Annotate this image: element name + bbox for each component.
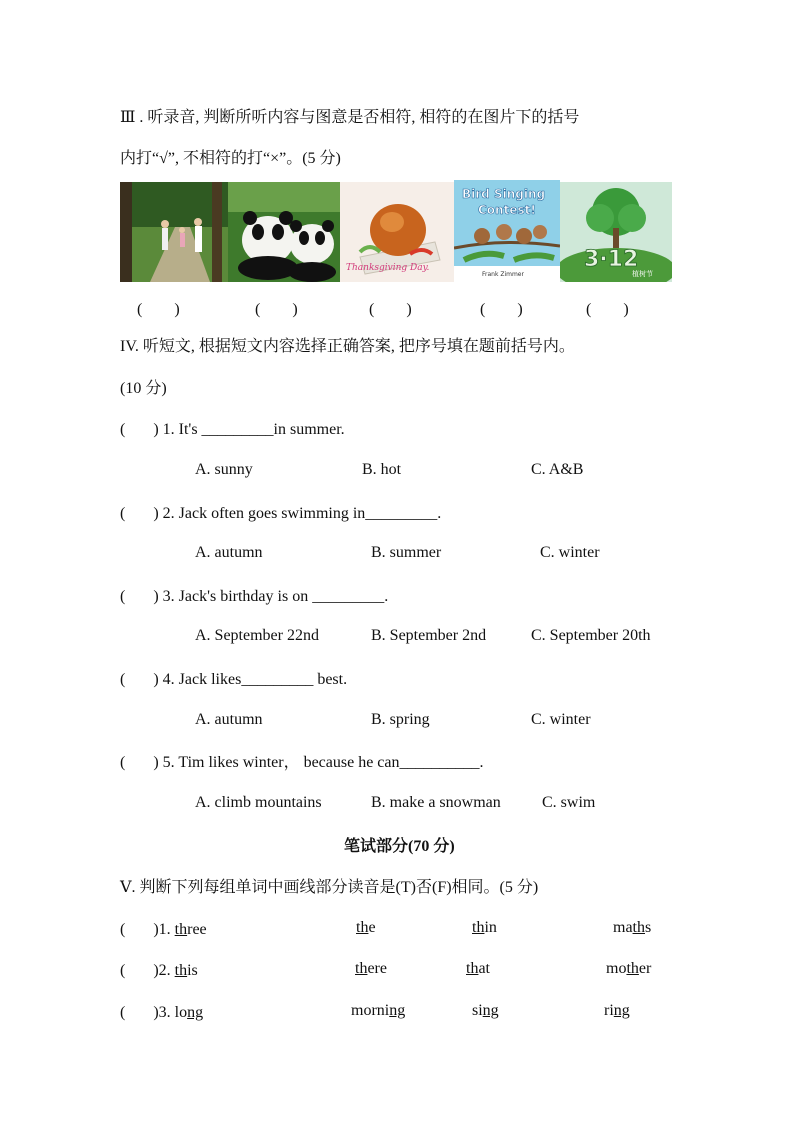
row1-word-3: thin xyxy=(472,919,497,936)
q2-option-c: C. winter xyxy=(540,544,600,561)
q4-option-b: B. spring xyxy=(371,711,430,728)
svg-text:Bird Singing: Bird Singing xyxy=(462,187,546,201)
turkey-caption: Thanksgiving Day. xyxy=(346,263,430,273)
written-part-title: 笔试部分(70 分) xyxy=(344,838,455,855)
q5-option-b: B. make a snowman xyxy=(371,794,501,811)
q4-option-c: C. winter xyxy=(531,711,591,728)
panda-image xyxy=(228,182,340,282)
row3-word-2: morning xyxy=(351,1002,406,1019)
q3-option-b: B. September 2nd xyxy=(371,627,487,644)
turkey-image xyxy=(340,182,454,282)
svg-text:3·12: 3·12 xyxy=(584,247,639,272)
question-1-paren-open[interactable]: ( xyxy=(120,421,154,438)
section3-instruction-line1: Ⅲ . 听录音, 判断所听内容与图意是否相符, 相符的在图片下的括号 xyxy=(120,109,580,126)
q4-option-a: A. autumn xyxy=(195,711,263,728)
phonics-row-1: ( )1. three xyxy=(120,921,207,938)
q5-option-c: C. swim xyxy=(542,794,596,811)
phonics-row-2: ( )2. this xyxy=(120,962,198,979)
row1-word-2: the xyxy=(356,919,376,936)
question-3: ( ) 3. Jack's birthday is on _________. xyxy=(120,588,389,605)
phonics-row-3: ( )3. long xyxy=(120,1004,204,1021)
q1-option-a: A. sunny xyxy=(195,461,253,478)
answer-paren-4[interactable]: ( ) xyxy=(480,301,523,318)
question-1: ( ) 1. It's _________in summer. xyxy=(120,421,345,438)
q5-option-a: A. climb mountains xyxy=(195,794,322,811)
question-2: ( ) 2. Jack often goes swimming in_________. xyxy=(120,505,442,522)
q1-option-c: C. A&B xyxy=(531,461,584,478)
bird-contest-author: Frank Zimmer xyxy=(482,271,524,278)
row3-word-4: ring xyxy=(604,1002,630,1019)
row2-word-2: there xyxy=(355,960,387,977)
answer-paren-1[interactable]: ( ) xyxy=(137,301,180,318)
row2-word-4: mother xyxy=(606,960,652,977)
section5-instruction: Ⅴ. 判断下列每组单词中画线部分读音是(T)否(F)相同。(5 分) xyxy=(120,879,539,896)
svg-text:Contest!: Contest! xyxy=(478,203,536,217)
q1-option-b: B. hot xyxy=(362,461,402,478)
svg-text:植树节: 植树节 xyxy=(632,270,653,278)
question-4: ( ) 4. Jack likes_________ best. xyxy=(120,671,348,688)
q2-option-a: A. autumn xyxy=(195,544,263,561)
q3-option-a: A. September 22nd xyxy=(195,627,319,644)
q2-option-b: B. summer xyxy=(371,544,442,561)
row3-word-3: sing xyxy=(472,1002,499,1019)
answer-paren-3[interactable]: ( ) xyxy=(369,301,412,318)
question-5: ( ) 5. Tim likes winter， because he can__________. xyxy=(120,754,484,771)
row1-word-4: maths xyxy=(613,919,652,936)
answer-paren-5[interactable]: ( ) xyxy=(586,301,629,318)
row2-word-3: that xyxy=(466,960,490,977)
answer-paren-2[interactable]: ( ) xyxy=(255,301,298,318)
section4-instruction-line1: IV. 听短文, 根据短文内容选择正确答案, 把序号填在题前括号内。 xyxy=(120,338,575,355)
section4-instruction-line2: (10 分) xyxy=(120,380,167,397)
family-walking-image xyxy=(120,182,228,282)
tree-planting-day-image xyxy=(560,182,672,282)
section3-instruction-line2: 内打“√”, 不相符的打“×”。(5 分) xyxy=(120,150,341,167)
bird-singing-contest-image xyxy=(454,180,560,280)
q3-option-c: C. September 20th xyxy=(531,627,651,644)
